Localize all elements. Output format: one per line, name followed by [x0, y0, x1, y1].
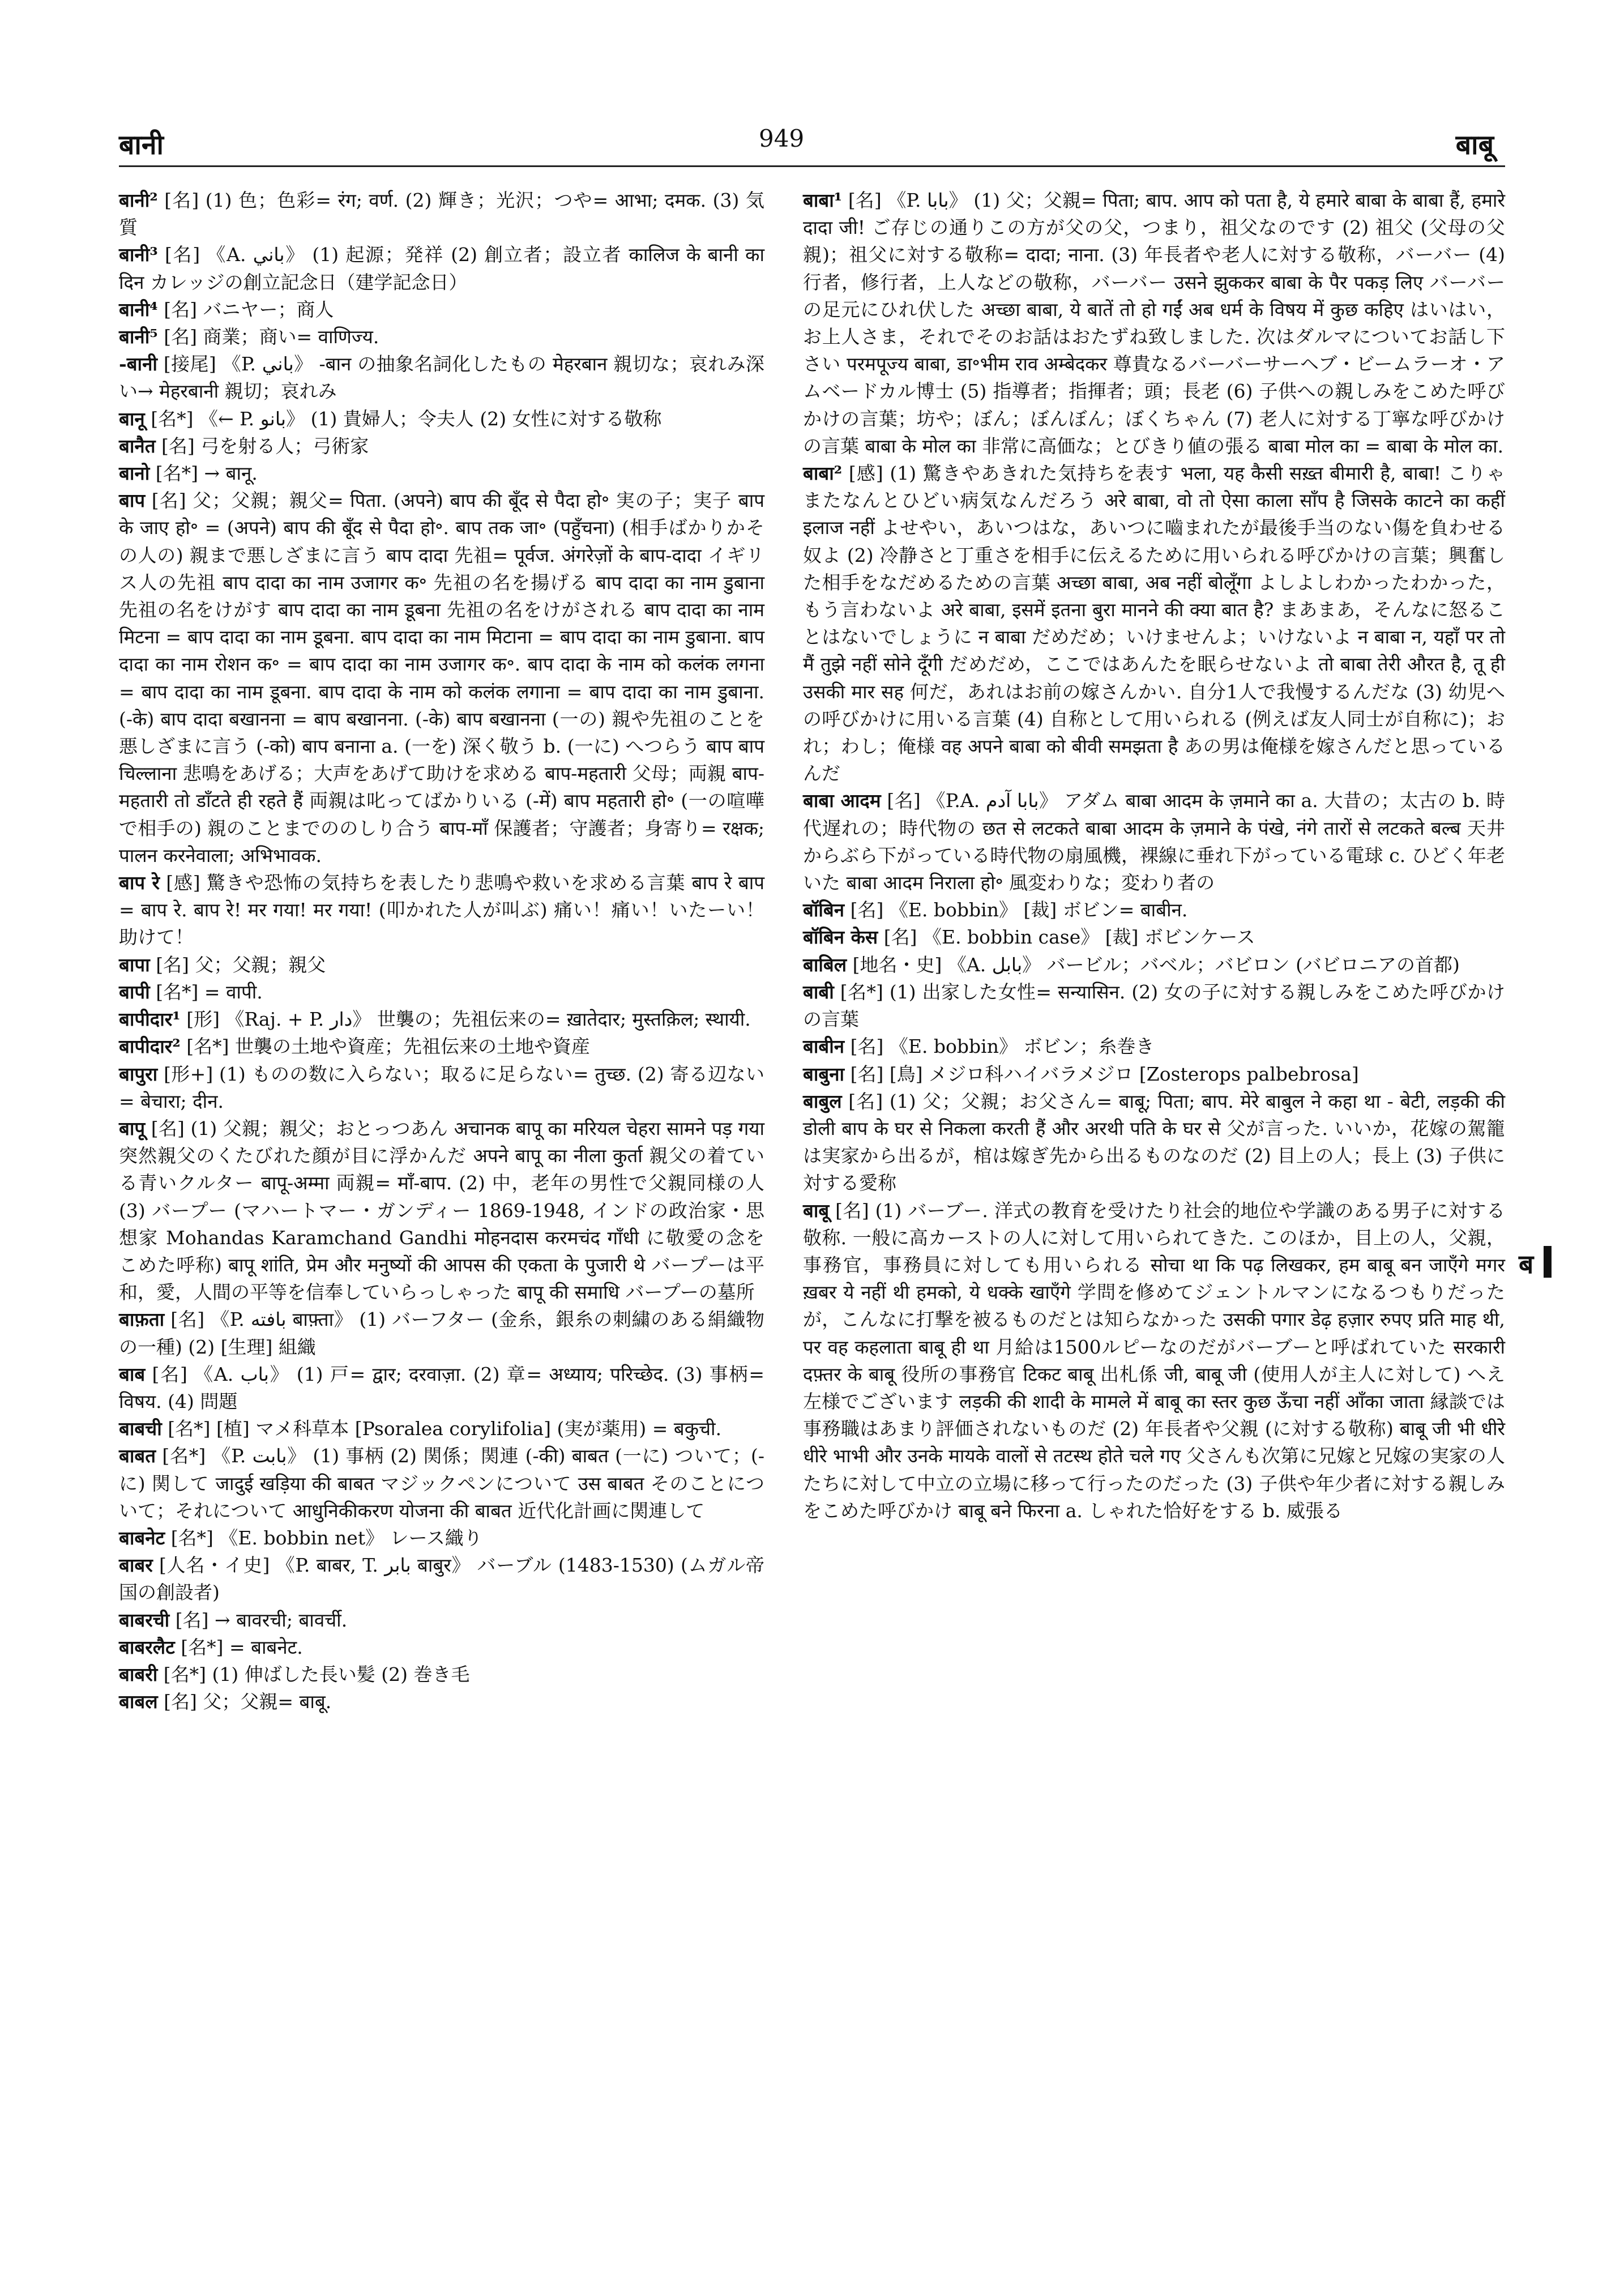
entry-definition: [名*] 《P. بابت》 (1) 事柄 (2) 関係；関連 (-की) बाबत (一に) ついて；(-に) 関して जादुई खड़िया की बाबत マジックペンについて उस बाबत そのことについて；それについて आधुनिकीकरण योजना की बाबत 近代化計画に関連して [119, 1445, 764, 1522]
dictionary-entry [119, 1361, 764, 1415]
dictionary-entry [119, 1607, 764, 1634]
entry-headword: बाबुना [803, 1062, 845, 1085]
entry-headword: बापीदार² [119, 1035, 181, 1058]
entry-definition: [形+] (1) ものの数に入らない；取るに足らない= तुच्छ. (2) 寄る辺ない= बेचारा; दीन. [119, 1062, 764, 1112]
dictionary-entry [803, 1088, 1505, 1197]
thumb-index-bar [1544, 1246, 1552, 1278]
entry-headword: बापी [119, 980, 150, 1003]
entry-headword: बापुरा [119, 1062, 158, 1085]
entry-definition: [名] 《E. bobbin》 ボビン；糸巻き [850, 1035, 1155, 1058]
entry-headword: बानो [119, 462, 150, 485]
dictionary-entry [119, 1525, 764, 1552]
dictionary-entry [803, 897, 1505, 924]
dictionary-entry [119, 1033, 764, 1060]
dictionary-entry [803, 187, 1505, 460]
entry-headword: बानी³ [119, 244, 158, 266]
entry-headword: बाबल [119, 1691, 158, 1713]
dictionary-entry [119, 406, 764, 433]
entry-definition: [名] 《E. bobbin》 [裁] ボビン= बाबीन. [850, 899, 1188, 921]
entry-definition: [名*] = वापी. [156, 980, 263, 1003]
entry-headword: बाबरी [119, 1663, 158, 1685]
entry-headword: बाबू [803, 1199, 830, 1222]
right-column [803, 187, 1505, 1525]
entry-definition: [名*] 《E. bobbin net》 レース織り [170, 1526, 482, 1549]
entry-headword: बाबत [119, 1445, 156, 1467]
entry-definition: [名] 弓を射る人；弓術家 [161, 434, 369, 457]
entry-headword: बॉबिन [803, 899, 845, 921]
header-right-word: बाबू [1455, 129, 1494, 161]
entry-headword: बापीदार¹ [119, 1008, 181, 1031]
dictionary-entry [119, 323, 764, 351]
entry-headword: बाबनेट [119, 1526, 165, 1549]
entry-definition: [名*] 世襲の土地や資産；先祖伝来の土地や資産 [186, 1035, 590, 1058]
entry-definition: [名] (1) 父；父親；お父さん= बाबू; पिता; बाप. मेरे बाबुल ने कहा था - बेटी, लड़की की डोली बाप के घर से निकला करती हैं और अरथी पति के घर से 父が言った. いいか，花嫁の駕籠は実家から出るが，棺は嫁ぎ先から出るものなのだ (2) 目上の人；長上 (3) 子供に対する愛称 [803, 1090, 1505, 1194]
entry-headword: -बानी [119, 353, 157, 375]
entry-definition: [名] [鳥] メジロ科ハイバラメジロ [Zosterops palbebrosa] [850, 1062, 1359, 1085]
entry-headword: बाबा² [803, 462, 843, 485]
dictionary-entry [119, 296, 764, 323]
entry-definition: [名] (1) バーブー. 洋式の教育を受けたり社会的地位や学識のある男子に対する敬称. 一般に高カーストの人に対して用いられてきた. このほか，目上の人，父親，事務官，事務員に対しても用いられる सोचा था कि पढ़ लिखकर, हम बाबू बन जाएँगे मगर ख़बर ये नहीं थी हमको, ये धक्के खाएँगे 学問を修めてジェントルマンになるつもりだったが，こんなに打撃を被るものだとは知らなかった उसकी पगार डेढ़ हज़ार रुपए प्रति माह थी, पर वह कहलाता बाबू ही था 月給は1500ルピーなのだがバーブーと呼ばれていた सरकारी दफ़्तर के बाबू 役所の事務官 टिकट बाबू 出札係 जी, बाबू जी (使用人が主人に対して) へえ左様でございます लड़की की शादी के मामले में बाबू का स्तर कुछ ऊँचा नहीं आँका जाता 縁談では事務職はあまり評価されないものだ (2) 年長者や父親 (に対する敬称) बाबू जी भी धीरे धीरे भाभी और उनके मायके वालों से तटस्थ होते चले गए 父さんも次第に兄嫁と兄嫁の実家の人たちに対して中立の立場に移って行ったのだった (3) 子供や年少者に対する親しみをこめた呼びかけ बाबू बने फिरना a. しゃれた恰好をする b. 威張る [803, 1199, 1505, 1522]
entry-definition: [名*] (1) 出家した女性= सन्यासिन. (2) 女の子に対する親しみをこめた呼びかけの言葉 [803, 980, 1505, 1031]
entry-definition: [名] (1) 色；色彩= रंग; वर्ण. (2) 輝き；光沢；つや= आभा; दमक. (3) 気質 [119, 189, 764, 239]
entry-definition: [名*] (1) 伸ばした長い髪 (2) 巻き毛 [163, 1663, 470, 1685]
entry-headword: बापा [119, 953, 150, 976]
entry-headword: बानी⁴ [119, 298, 158, 321]
dictionary-entry [803, 1033, 1505, 1060]
entry-definition: [名] 父；父親；親父 [156, 953, 326, 976]
dictionary-entry [119, 1661, 764, 1688]
dictionary-entry [119, 1306, 764, 1360]
entry-headword: बॉबिन केस [803, 926, 878, 949]
entry-definition: [名] 商業；商い= वाणिज्य. [164, 326, 379, 348]
dictionary-entry [119, 1061, 764, 1115]
dictionary-entry [803, 787, 1505, 897]
dictionary-entry [119, 951, 764, 979]
entry-definition: [接尾] 《P. باني》 -बान の抽象名詞化したもの मेहरबान 親切な；哀れみ深い→ मेहरबानी 親切；哀れみ [119, 353, 764, 403]
entry-headword: बाबरलैट [119, 1636, 175, 1658]
dictionary-entry [119, 460, 764, 487]
entry-headword: बाबुल [803, 1090, 842, 1112]
entry-definition: [地名・史] 《A. بابل》 バービル；バベル；バビロン (バビロニアの首都) [852, 953, 1460, 976]
entry-definition: [名*] [植] マメ科草本 [Psoralea corylifolia] (実が薬用) = बकुची. [168, 1418, 722, 1440]
entry-headword: बानैत [119, 434, 156, 457]
page-number: 949 [759, 125, 805, 152]
entry-headword: बाबीन [803, 1035, 845, 1058]
entry-definition: [名*] → बानू. [155, 462, 258, 485]
entry-headword: बाबिल [803, 953, 847, 976]
entry-definition: [感] 驚きや恐怖の気持ちを表したり悲鳴や救いを求める言葉 बाप रे बाप = बाप रे. बाप रे! मर गया! मर गया! (叩かれた人が叫ぶ) 痛い！痛い！いたーい！助けて！ [119, 872, 764, 949]
dictionary-entry [119, 433, 764, 460]
left-column [119, 187, 764, 1715]
entry-definition: [名] 《A. باني》 (1) 起源；発祥 (2) 創立者；設立者 कालिज के बानी का दिन カレッジの創立記念日（建学記念日） [119, 244, 764, 293]
dictionary-entry [803, 1197, 1505, 1525]
dictionary-entry [119, 351, 764, 405]
entry-headword: बानी⁵ [119, 326, 158, 348]
dictionary-entry [803, 979, 1505, 1033]
dictionary-entry [119, 187, 764, 241]
dictionary-entry [119, 487, 764, 869]
dictionary-entry [803, 460, 1505, 787]
dictionary-entry [119, 1006, 764, 1033]
entry-definition: [名] バニヤー；商人 [164, 298, 334, 321]
entry-headword: बाबा¹ [803, 189, 843, 211]
entry-headword: बाप [119, 489, 146, 512]
entry-definition: [名] 《A. باب》 (1) 戸= द्वार; दरवाज़ा. (2) 章= अध्याय; परिच्छेद. (3) 事柄= विषय. (4) 問題 [119, 1363, 764, 1412]
header-left-word: बानी [119, 129, 164, 161]
dictionary-entry [119, 979, 764, 1006]
entry-headword: बाप रे [119, 872, 160, 894]
entry-definition: [名] 《P. بابا》 (1) 父；父親= पिता; बाप. आप को पता है, ये हमारे बाबा के बाबा हैं, हमारे दादा जी! ご存じの通りこの方が父の父，つまり，祖父なのです (2) 祖父 (父母の父親)；祖父に対する敬称= दादा; नाना. (3) 年長者や老人に対する敬称，バーバー (4) 行者，修行者，上人などの敬称，バーバー उसने झुककर बाबा के पैर पकड़ लिए バーバーの足元にひれ伏した अच्छा बाबा, ये बातें तो हो गईं अब धर्म के विषय में कुछ कहिए はいはい，お上人さま，それでそのお話はおたずね致しました. 次はダルマについてお話し下さい परमपूज्य बाबा, डा॰भीम राव अम्बेदकर 尊貴なるバーバーサーヘブ・ビームラーオ・アムベードカル博士 (5) 指導者；指揮者；頭；長老 (6) 子供への親しみをこめた呼びかけの言葉；坊や；ぼん；ぼんぼん；ぼくちゃん (7) 老人に対する丁寧な呼びかけの言葉 बाबा के मोल का 非常に高価な；とびきり値の張る बाबा मोल का = बाबा के मोल का. [803, 189, 1505, 457]
dictionary-entry [803, 951, 1505, 979]
entry-definition: [名] 《E. bobbin case》 [裁] ボビンケース [883, 926, 1255, 949]
entry-definition: [名] 《P.A. بابا آدم》 アダム बाबा आदम के ज़माने का a. 大昔の；太古の b. 時代遅れの；時代物の छत से लटकते बाबा आदम के ज़माने के पंखे, नंगे तारों से लटकते बल्ब 天井からぶら下がっている時代物の扇風機，裸線に垂れ下がっている電球 c. ひどく年老いた बाबा आदम निराला हो॰ 風変わりな；変わり者の [803, 789, 1506, 894]
entry-headword: बापू [119, 1117, 146, 1139]
entry-headword: बाबरची [119, 1608, 170, 1631]
entry-definition: [名] 父；父親；親父= पिता. (अपने) बाप की बूँद से पैदा हो॰ 実の子；実子 बाप के जाए हो॰ = (अपने) बाप की बूँद से पैदा हो॰. बाप तक जा॰ (पहुँचना) (相手ばかりかその人の) 親まで悪しざまに言う बाप दादा 先祖= पूर्वज. अंगरेज़ों के बाप-दादा イギリス人の先祖 बाप दादा का नाम उजागर क॰ 先祖の名を揚げる बाप दादा का नाम डुबाना 先祖の名をけがす बाप दादा का नाम डूबना 先祖の名をけがされる बाप दादा का नाम मिटना = बाप दादा का नाम डूबना. बाप दादा का नाम मिटाना = बाप दादा का नाम डुबाना. बाप दादा का नाम रोशन क॰ = बाप दादा का नाम उजागर क॰. बाप दादा के नाम को कलंक लगना = बाप दादा का नाम डूबना. बाप दादा के नाम को कलंक लगाना = बाप दादा का नाम डुबाना. (-के) बाप दादा बखानना = बाप बखानना. (-के) बाप बखानना (一の) 親や先祖のことを悪しざまに言う (-को) बाप बनाना a. (一を) 深く敬う b. (一に) へつらう बाप बाप चिल्लाना 悲鳴をあげる；大声をあげて助けを求める बाप-महतारी 父母；両親 बाप-महतारी तो डाँटते ही रहते हैं 両親は叱ってばかりいる (-में) बाप महतारी हो॰ (一の喧嘩で相手の) 親のことまでののしり合う बाप-माँ 保護者；守護者；身寄り= रक्षक; पालन करनेवाला; अभिभावक. [119, 489, 764, 867]
entry-headword: बाब [119, 1363, 146, 1385]
dictionary-entry [119, 1115, 764, 1306]
dictionary-entry [119, 1552, 764, 1606]
dictionary-entry [803, 1061, 1505, 1088]
entry-headword: बाफ़ता [119, 1308, 165, 1331]
dictionary-entry [119, 869, 764, 951]
dictionary-entry [119, 1688, 764, 1715]
entry-definition: [名] → बावरची; बावर्ची. [175, 1608, 348, 1631]
entry-definition: [名*] = बाबनेट. [181, 1636, 303, 1658]
dictionary-entry [119, 1442, 764, 1525]
entry-headword: बाबी [803, 980, 834, 1003]
entry-definition: [名] 《P. بافته बाफ़्ता》 (1) バーフター (金糸，銀糸の刺繍のある絹織物の一種) (2) [生理] 組織 [119, 1308, 764, 1358]
entry-headword: बाबा आदम [803, 789, 881, 812]
entry-definition: [名] (1) 父親；親父；おとっつあん अचानक बापू का मरियल चेहरा सामने पड़ गया 突然親父のくたびれた顔が目に浮かんだ अपने बापू का नीला कुर्ता 親父の着ている青いクルター बापू-अम्मा 両親= माँ-बाप. (2) 中，老年の男性で父親同様の人 (3) バープー (マハートマー・ガンディー 1869-1948, インドの政治家・思想家 Mohandas Karamchand Gandhi मोहनदास करमचंद गाँधी に敬愛の念をこめた呼称) बापू शांति, प्रेम और मनुष्यों की आपस की एकता के पुजारी थे バープーは平和，愛，人間の平等を信奉していらっしゃった बापू की समाधि バープーの墓所 [119, 1117, 764, 1304]
entry-definition: [形] 《Raj. + P. دار》 世襲の；先祖伝来の= ख़ातेदार; मुस्तक़िल; स्थायी. [186, 1008, 751, 1031]
entry-headword: बाबची [119, 1418, 162, 1440]
dictionary-entry [119, 241, 764, 296]
entry-headword: बाबर [119, 1554, 153, 1577]
dictionary-entry [803, 924, 1505, 951]
entry-definition: [人名・イ史] 《P. बाबर, T. بابر बाबुर》 バーブル (1483-1530) (ムガル帝国の創設者) [119, 1554, 764, 1604]
dictionary-entry [119, 1634, 764, 1661]
entry-definition: [名*] 《← P. بانو》 (1) 貴婦人；令夫人 (2) 女性に対する敬称 [151, 407, 662, 430]
entry-definition: [感] (1) 驚きやあきれた気持ちを表す भला, यह कैसी सख़्त बीमारी है, बाबा! こりゃまたなんとひどい病気なんだろう अरे बाबा, वो तो ऐसा काला साँप है जिसके काटने का कहीं इलाज नहीं よせやい，あいつはな，あいつに嚙まれたが最後手当のない傷を負わせる奴よ (2) 冷静さと丁重さを相手に伝えるために用いられる呼びかけの言葉；興奮した相手をなだめるための言葉 अच्छा बाबा, अब नहीं बोलूँगा よしよしわかったわかった，もう言わないよ अरे बाबा, इसमें इतना बुरा मानने की क्या बात है? まあまあ，そんなに怒ることはないでしょうに न बाबा だめだめ；いけませんよ；いけないよ न बाबा न, यहाँ पर तो मैं तुझे नहीं सोने दूँगी だめだめ，ここではあんたを眠らせないよ तो बाबा तेरी औरत है, तू ही उसकी मार सह 何だ，あれはお前の嫁さんかい. 自分1人で我慢するんだな (3) 幼児への呼びかけに用いる言葉 (4) 自称として用いられる (例えば友人同士が自称に)；おれ；わし；俺様 वह अपने बाबा को बीवी समझता है あの男は俺様を嫁さんだと思っているんだ [803, 462, 1505, 785]
thumb-index-letter: ब [1519, 1249, 1534, 1279]
dictionary-entry [119, 1415, 764, 1442]
entry-headword: बानी² [119, 189, 158, 211]
header-rule [119, 165, 1505, 167]
entry-headword: बानू [119, 407, 145, 430]
entry-definition: [名] 父；父親= बाबू. [164, 1691, 332, 1713]
